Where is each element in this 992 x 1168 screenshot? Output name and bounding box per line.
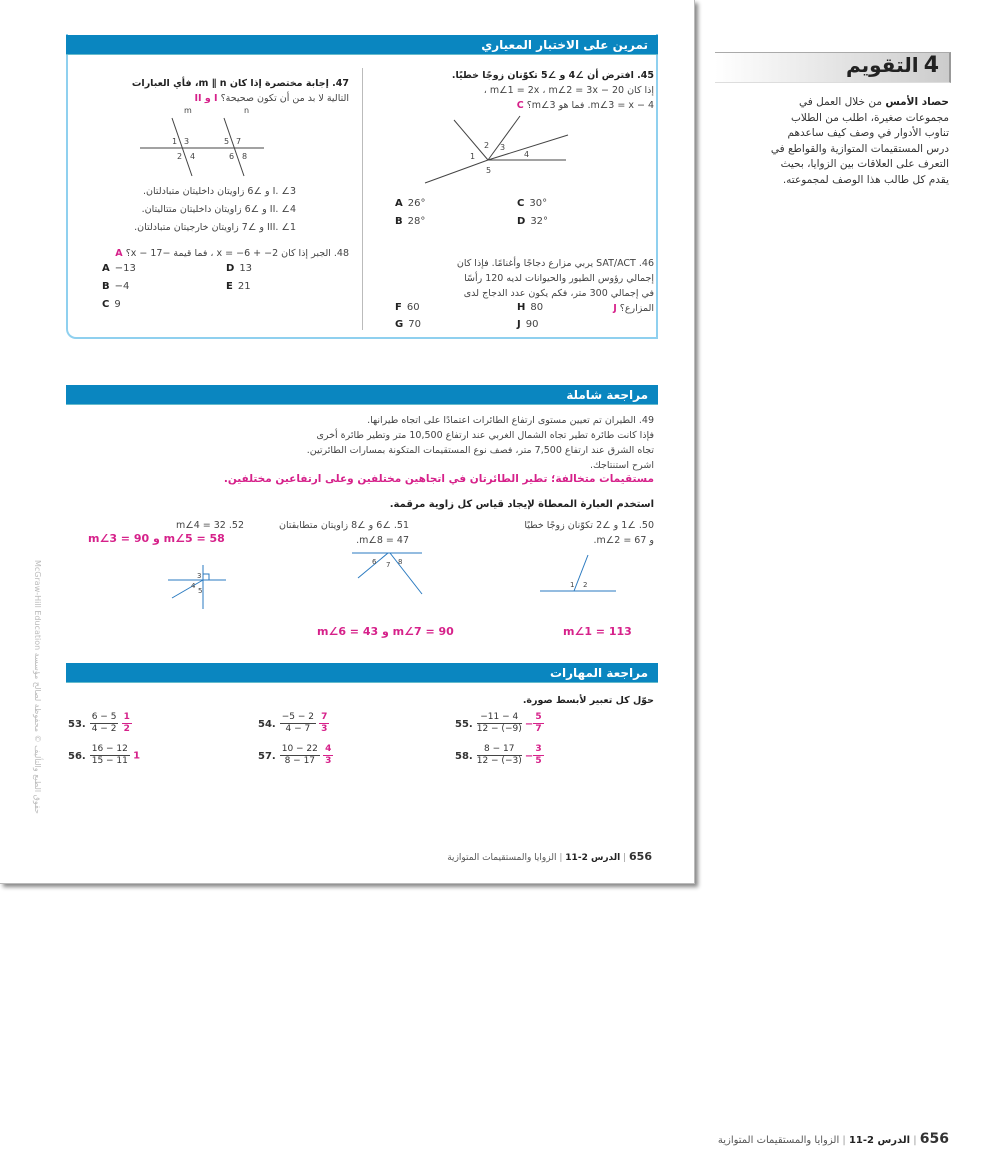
skills-problem [68,744,140,767]
svg-text:5: 5 [198,587,203,595]
q45-option-d: D 32° [517,216,549,227]
q46-answer: J [613,303,617,314]
copyright-vertical: McGraw-Hill Education حقوق الطبع والتأليف © محفوظة لصالح مؤسسة [33,560,42,814]
section-number: 4 [923,53,939,78]
angle-label: 2 [484,141,490,150]
q48-option-d: D 13 [226,263,253,274]
angle-label: 5 [224,137,230,146]
q46-option-h: H 80 [517,302,544,313]
angle-label: 7 [236,137,242,146]
problem-number: 55. [455,718,473,730]
svg-text:3: 3 [197,572,202,580]
sidebar-title-bar [715,52,951,83]
problem-number: 56. [68,750,86,762]
q49-line: فإذا كانت طائرة تطير تجاه الشمال الغربي عند ارتفاع 10,500 متر وتطير طائرة أخرى [316,430,654,441]
q49-answer: مستقيمات متخالفة؛ تطير الطائرتان في اتجاهين مختلفين وعلى ارتفاعين مختلفين. [223,473,654,485]
angle-label: 3 [184,137,190,146]
angle-label: 1 [470,152,476,161]
line-label-m: m [184,106,192,115]
expression: $\frac{-5 - 2}{4 - 7}$ [281,712,314,734]
angle-label: 8 [242,152,248,161]
q46-line: 46. SAT/ACT يربي مزارع دجاجًا وأغنامًا. فإذا كان [456,258,654,269]
q48-option-b: B −4 [102,281,130,292]
skills-instruction: حوّل كل تعبير لأبسط صورة. [522,695,654,706]
skills-problem [258,744,333,767]
angle-label: 1 [172,137,178,146]
q48-answer: A [115,248,123,259]
section-header-spiral-review: مراجعة شاملة [66,385,658,405]
q47-text [132,76,349,106]
skills-problem [68,712,132,735]
problem-answer: − $\frac{5}{7}$ [524,712,542,734]
skills-problem [455,712,544,735]
section-header-test-practice: تمرين على الاختبار المعياري [66,35,658,55]
q50-text: 50. ∠1 و ∠2 تكوّنان زوجًا خطيًا و m∠2 = 67. [524,520,654,546]
q51-answer: m∠6 = 43 و m∠7 = 90 [317,625,454,638]
angle-label: 5 [486,166,492,175]
q47-line: التالية لا بد من أن تكون صحيحة؟ [220,93,349,104]
q47-statements [134,183,296,237]
q48-text: 48. الجبر إذا كان x = −6 + −2 ، فما قيمة −17 − x؟ A [115,248,349,259]
angle-label: 3 [500,143,506,152]
q48-option-e: E 21 [226,281,251,292]
q47-answer: I و II [194,93,218,104]
q47-line: 47. إجابة مختصرة إذا كان m ∥ n، فأي العبارات [131,78,349,89]
problem-answer: $\frac{4}{3}$ [325,744,332,766]
q52-text: 52. m∠4 = 32 [175,520,244,531]
problem-answer: − $\frac{3}{5}$ [524,744,542,766]
problem-answer: 1 [133,750,141,762]
q45-text [452,68,654,113]
problem-answer: $\frac{7}{3}$ [321,712,328,734]
q50-diagram [540,555,620,600]
angle-label: 4 [190,152,196,161]
q45-option-b: B 28° [395,216,426,227]
svg-text:1: 1 [570,581,575,589]
q46-text [457,256,654,316]
svg-text:7: 7 [386,561,391,569]
section-header-skills-review: مراجعة المهارات [66,663,658,683]
q49-line: 49. الطيران تم تعيين مستوى ارتفاع الطائرات اعتمادًا على اتجاه طيرانها. [367,415,654,426]
svg-text:4: 4 [191,582,196,590]
q50-answer: m∠1 = 113 [563,625,632,638]
q45-option-a: A 26° [395,198,426,209]
expression: $\frac{16 - 12}{15 - 11}$ [91,744,128,766]
q52-answer: m∠3 = 90 و m∠5 = 58 [88,532,225,545]
problem-number: 53. [68,718,86,730]
q45-answer: C [516,100,524,111]
q49-line: تجاه الشرق عند ارتفاع 7,500 متر، فصف نوع المستقيمات المتكونة بمسارات الطائرتين. [306,445,654,456]
q51-text: 51. ∠6 و ∠8 زاويتان متطابقتان m∠8 = 47. [279,520,409,546]
q45-line: m∠3 = x − 4. فما هو m∠3؟ [526,100,654,111]
problem-number: 58. [455,750,473,762]
q47-parallel-lines-diagram [140,108,270,180]
skills-problem [258,712,329,735]
q46-line: في إجمالي 300 متر، فكم يكون عدد الدجاج لدى [463,288,654,299]
angle-label: 2 [177,152,183,161]
page-footer: 656 | الدرس 2-11 | الزوايا والمستقيمات المتوازية [447,850,652,863]
q45-option-c: C 30° [517,198,548,209]
sidebar-body: حصاد الأمس من خلال العمل في مجموعات صغيرة، اطلب من الطلاب تناوب الأدوار في وصف كيف ساعدهم درس المستقيمات المتوازية والقواطع في التعرف على العلاقات بين الزوايا، بحيث يقدم كل طالب هذا الوصف لمجموعته. [770,96,949,186]
instruction: استخدم العبارة المعطاة لإيجاد قياس كل زاوية مرقمة. [389,499,654,510]
q45-line: 45. افترض أن ∠4 و ∠5 تكوّنان زوجًا خطيًا. [451,70,654,81]
expression: $\frac{8 - 17}{12 - (-3)}$ [476,744,522,766]
svg-text:8: 8 [398,558,403,566]
line-label-n: n [244,106,250,115]
q46-option-j: J 90 [517,319,539,330]
angle-label: 6 [229,152,235,161]
column-divider [362,68,363,330]
q48-option-c: C 9 [102,299,121,310]
skills-problem [455,744,544,767]
q46-line: المزارع؟ [619,303,654,314]
expression: $\frac{10 - 22}{8 - 17}$ [281,744,318,766]
statement: II. ∠4 و ∠6 زاويتان داخليتان متتاليتان. [141,204,296,215]
bottom-footer: 656 | الدرس 2-11 | الزوايا والمستقيمات المتوازية [717,1131,949,1147]
problem-answer: $\frac{1}{2}$ [123,712,130,734]
svg-text:6: 6 [372,558,377,566]
q46-option-g: G 70 [395,319,421,330]
q46-option-f: F 60 [395,302,420,313]
statement: I. ∠3 و ∠6 زاويتان داخليتان متبادلتان. [143,186,296,197]
problem-number: 57. [258,750,276,762]
expression: $\frac{-11 - 4}{12 - (-9)}$ [476,712,522,734]
problem-number: 54. [258,718,276,730]
statement: III. ∠1 و ∠7 زاويتان خارجيتان متبادلتان. [134,222,296,233]
angle-label: 4 [524,150,530,159]
q49-line: اشرح استنتاجك. [590,460,654,471]
q52-diagram [168,565,228,625]
q48-option-a: A −13 [102,263,136,274]
q46-line: إجمالي رؤوس الطيور والحيوانات لديه 120 رأسًا [464,273,654,284]
q45-angle-diagram [420,115,590,190]
q49-text [307,413,654,473]
sidebar-title: التقويم [845,53,919,77]
q51-diagram [352,550,432,600]
q45-line: إذا كان m∠1 = 2x ، m∠2 = 3x − 20 ، [483,85,654,96]
expression: $\frac{6 - 5}{4 - 2}$ [91,712,117,734]
svg-text:2: 2 [583,581,588,589]
